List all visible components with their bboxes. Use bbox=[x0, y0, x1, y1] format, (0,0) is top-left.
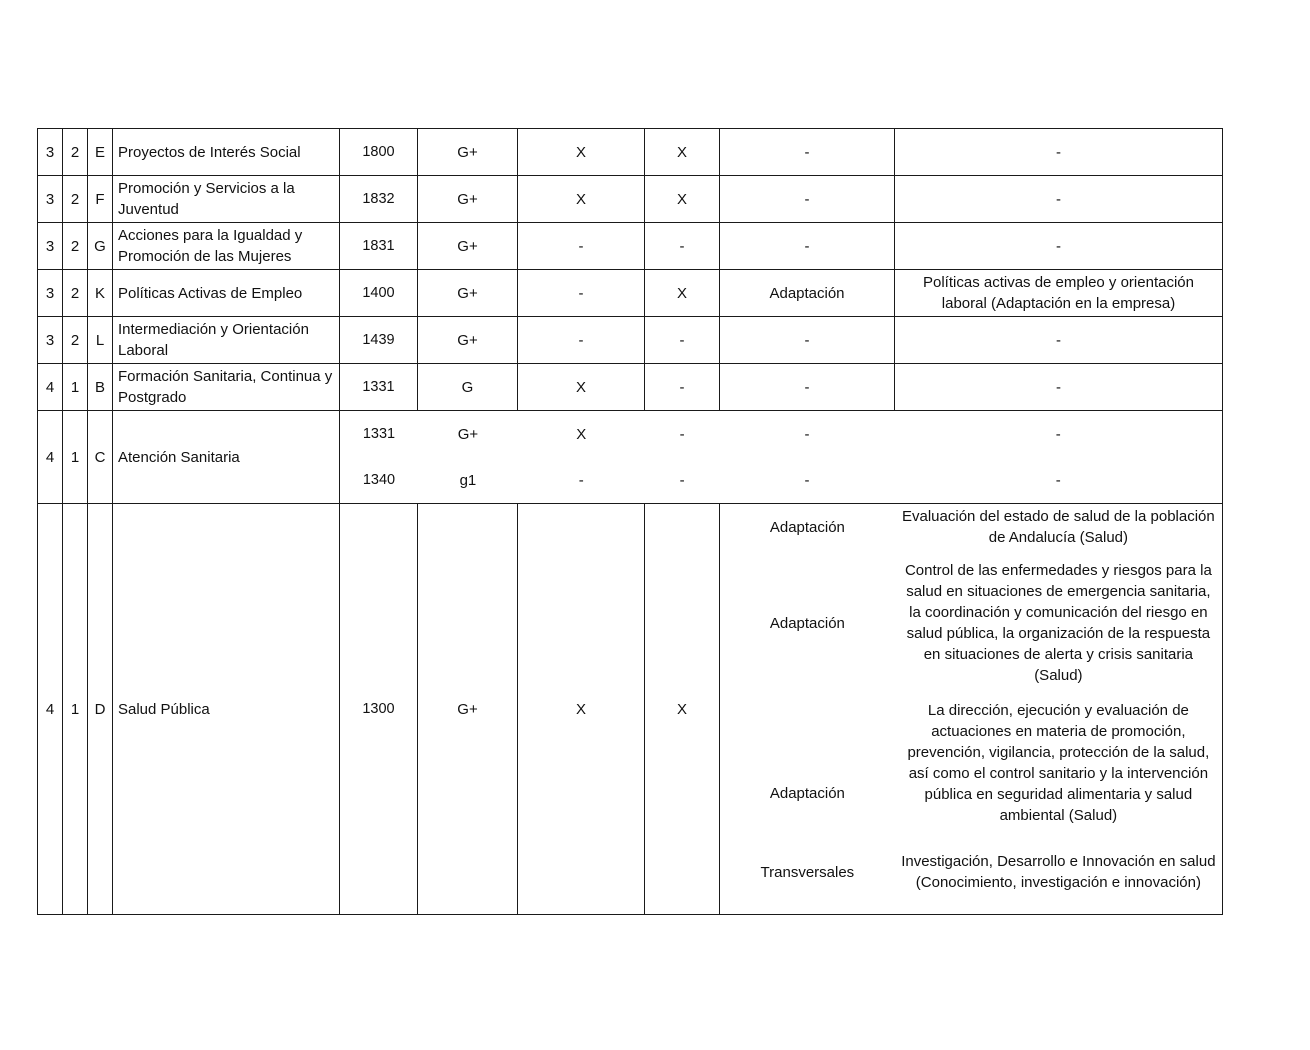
cell-program-name: Proyectos de Interés Social bbox=[113, 129, 340, 176]
cell-code: 1832 bbox=[340, 176, 418, 223]
cell-type: Adaptación bbox=[769, 518, 845, 536]
cell-letter: G bbox=[88, 223, 113, 270]
cell-level-2: 1 bbox=[63, 364, 88, 411]
cell-letter: C bbox=[88, 411, 113, 504]
table-row bbox=[38, 223, 1223, 270]
cell-program-name: Formación Sanitaria, Continua y Postgrado bbox=[113, 364, 340, 411]
cell-program-name: Acciones para la Igualdad y Promoción de las Mujeres bbox=[113, 223, 340, 270]
cell-level-2: 1 bbox=[63, 504, 88, 915]
table-row bbox=[38, 176, 1223, 223]
cell-type: - bbox=[720, 129, 895, 176]
cell-mark-1: X bbox=[576, 425, 587, 443]
cell-type: - bbox=[804, 425, 810, 443]
cell-level-2: 2 bbox=[63, 176, 88, 223]
cell-mark-2: X bbox=[645, 270, 720, 317]
cell-mark-1: X bbox=[518, 176, 645, 223]
cell-type: - bbox=[720, 364, 895, 411]
cell-category: G+ bbox=[418, 223, 518, 270]
atencion-subrows bbox=[340, 411, 1223, 504]
cell-level-1: 4 bbox=[38, 364, 63, 411]
cell-category: G+ bbox=[418, 504, 518, 915]
atencion-subtable bbox=[340, 411, 1222, 503]
cell-level-2: 2 bbox=[63, 129, 88, 176]
cell-type: - bbox=[720, 223, 895, 270]
cell-code: 1439 bbox=[340, 317, 418, 364]
cell-mark-2: - bbox=[645, 317, 720, 364]
cell-level-1: 3 bbox=[38, 129, 63, 176]
cell-code: 1340 bbox=[362, 471, 396, 488]
cell-mark-1: - bbox=[518, 317, 645, 364]
cell-category: G+ bbox=[457, 425, 479, 443]
cell-type: - bbox=[720, 317, 895, 364]
cell-description: Evaluación del estado de salud de la población de Andalucía (Salud) bbox=[902, 508, 1215, 546]
cell-category: G bbox=[418, 364, 518, 411]
cell-description: - bbox=[1055, 425, 1061, 443]
cell-code: 1300 bbox=[340, 504, 418, 915]
cell-level-1: 3 bbox=[38, 176, 63, 223]
cell-mark-2: X bbox=[645, 176, 720, 223]
sub-row bbox=[720, 696, 1222, 830]
table-row bbox=[38, 317, 1223, 364]
cell-letter: F bbox=[88, 176, 113, 223]
cell-code: 1331 bbox=[340, 364, 418, 411]
cell-code: 1400 bbox=[340, 270, 418, 317]
cell-mark-2: - bbox=[679, 471, 685, 489]
cell-mark-1: X bbox=[518, 504, 645, 915]
salud-subtable bbox=[720, 504, 1222, 914]
table-body bbox=[38, 129, 1223, 915]
cell-description: - bbox=[895, 223, 1223, 270]
cell-mark-1: X bbox=[518, 364, 645, 411]
cell-type: Adaptación bbox=[769, 784, 845, 802]
cell-program-name: Intermediación y Orientación Laboral bbox=[113, 317, 340, 364]
programs-table bbox=[37, 128, 1223, 915]
cell-mark-1: - bbox=[518, 223, 645, 270]
cell-letter: B bbox=[88, 364, 113, 411]
cell-code: 1331 bbox=[362, 425, 396, 442]
cell-code: 1831 bbox=[340, 223, 418, 270]
cell-mark-1: - bbox=[518, 270, 645, 317]
cell-level-2: 2 bbox=[63, 270, 88, 317]
cell-category: g1 bbox=[459, 471, 477, 489]
cell-category: G+ bbox=[418, 317, 518, 364]
cell-description: - bbox=[895, 317, 1223, 364]
cell-mark-2: - bbox=[679, 425, 685, 443]
table-row bbox=[38, 270, 1223, 317]
cell-level-1: 4 bbox=[38, 411, 63, 504]
cell-description: Investigación, Desarrollo e Innovación en salud (Conocimiento, investigación e innovación) bbox=[901, 853, 1216, 891]
cell-type: Transversales bbox=[760, 863, 855, 881]
sub-row bbox=[720, 830, 1222, 914]
cell-category: G+ bbox=[418, 270, 518, 317]
cell-type: Adaptación bbox=[769, 614, 845, 632]
cell-mark-1: - bbox=[578, 471, 584, 489]
cell-letter: E bbox=[88, 129, 113, 176]
cell-type: - bbox=[720, 176, 895, 223]
table-row-salud bbox=[38, 504, 1223, 915]
cell-letter: L bbox=[88, 317, 113, 364]
cell-type: Adaptación bbox=[720, 270, 895, 317]
cell-level-2: 2 bbox=[63, 317, 88, 364]
cell-mark-2: - bbox=[645, 223, 720, 270]
table-row-atencion bbox=[38, 411, 1223, 504]
cell-mark-1: X bbox=[518, 129, 645, 176]
table-row bbox=[38, 129, 1223, 176]
cell-description: Políticas activas de empleo y orientación laboral (Adaptación en la empresa) bbox=[895, 270, 1223, 317]
cell-level-2: 1 bbox=[63, 411, 88, 504]
cell-level-1: 4 bbox=[38, 504, 63, 915]
cell-program-name: Salud Pública bbox=[113, 504, 340, 915]
cell-description: - bbox=[1055, 471, 1061, 489]
cell-description: - bbox=[895, 129, 1223, 176]
cell-mark-2: X bbox=[645, 504, 720, 915]
cell-program-name: Promoción y Servicios a la Juventud bbox=[113, 176, 340, 223]
cell-code: 1800 bbox=[340, 129, 418, 176]
cell-type: - bbox=[804, 471, 810, 489]
cell-description: - bbox=[895, 176, 1223, 223]
sub-row bbox=[720, 550, 1222, 696]
cell-level-1: 3 bbox=[38, 223, 63, 270]
cell-letter: D bbox=[88, 504, 113, 915]
table-row bbox=[38, 364, 1223, 411]
cell-mark-2: - bbox=[645, 364, 720, 411]
cell-description: La dirección, ejecución y evaluación de actuaciones en materia de promoción, prevención, vigilancia, protección de la salud, así como el control sanitario y la intervención pública en seguridad alimentaria y salud ambiental (Salud) bbox=[907, 702, 1210, 824]
cell-description: - bbox=[895, 364, 1223, 411]
cell-program-name: Atención Sanitaria bbox=[113, 411, 340, 504]
cell-program-name: Políticas Activas de Empleo bbox=[113, 270, 340, 317]
cell-level-1: 3 bbox=[38, 317, 63, 364]
cell-letter: K bbox=[88, 270, 113, 317]
cell-description: Control de las enfermedades y riesgos para la salud en situaciones de emergencia sanitaria, la coordinación y comunicación del riesgo en salud pública, la organización de la respuesta en situaciones de alerta y crisis sanitaria (Salud) bbox=[904, 562, 1212, 684]
sub-row bbox=[340, 457, 1222, 503]
cell-category: G+ bbox=[418, 129, 518, 176]
cell-level-2: 2 bbox=[63, 223, 88, 270]
sub-row bbox=[340, 411, 1222, 457]
salud-items bbox=[720, 504, 1223, 915]
cell-level-1: 3 bbox=[38, 270, 63, 317]
cell-category: G+ bbox=[418, 176, 518, 223]
cell-mark-2: X bbox=[645, 129, 720, 176]
sub-row bbox=[720, 504, 1222, 550]
